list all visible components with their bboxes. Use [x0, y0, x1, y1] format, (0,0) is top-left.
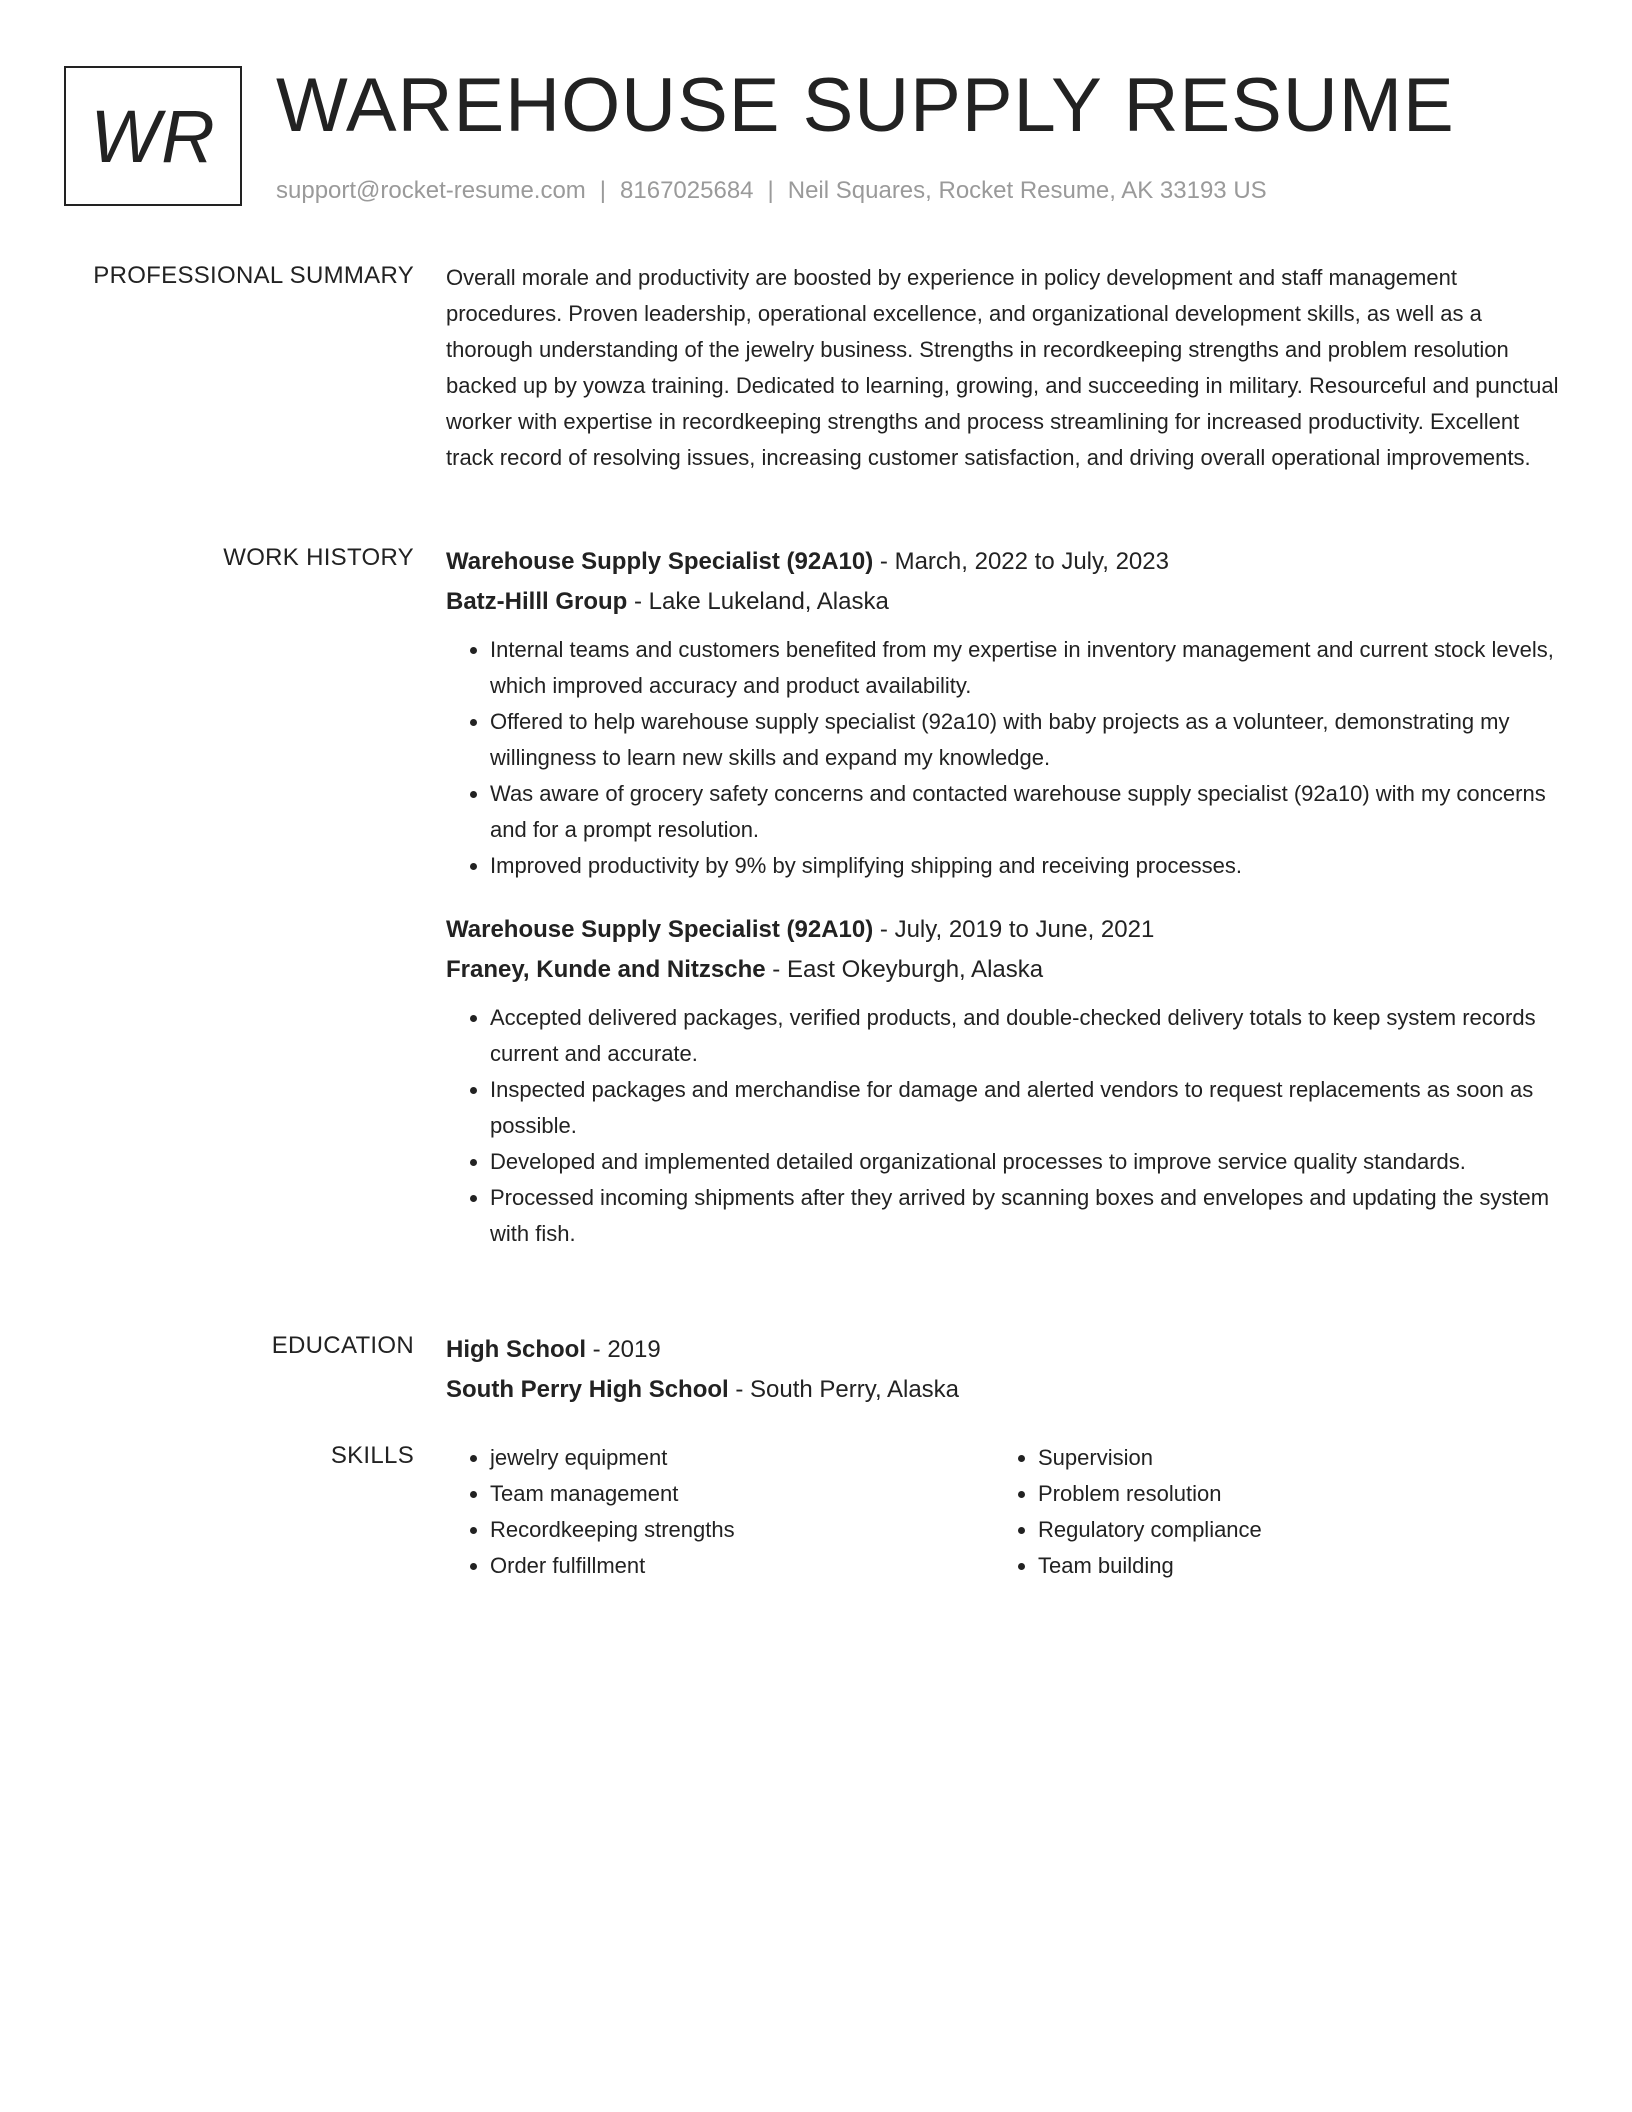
education-degree-line [446, 1330, 1566, 1370]
job-bullet: • Developed and implemented detailed organizational processes to improve service quality standards. [490, 1144, 1566, 1180]
job-company-line [446, 582, 1566, 622]
job-company: Batz-Hilll Group [446, 588, 628, 615]
skills-content [446, 1440, 1566, 1584]
education-label: EDUCATION [271, 1332, 414, 1359]
job-company: Franey, Kunde and Nitzsche [446, 956, 766, 983]
job-title: Warehouse Supply Specialist (92A10) [446, 548, 874, 575]
contact-phone: 8167025684 [620, 177, 754, 204]
job-bullet: • Internal teams and customers benefited from my expertise in inventory management and current stock levels, which improved accuracy and product availability. [490, 632, 1566, 704]
job-entry [446, 910, 1566, 1252]
summary-label: PROFESSIONAL SUMMARY [93, 262, 414, 289]
job-bullets [446, 632, 1566, 884]
job-title: Warehouse Supply Specialist (92A10) [446, 916, 874, 943]
skills-list-right [994, 1440, 1542, 1584]
work-history-label: WORK HISTORY [223, 544, 414, 571]
education-location: - South Perry, Alaska [728, 1376, 960, 1403]
job-bullet: • Offered to help warehouse supply specialist (92a10) with baby projects as a volunteer, demonstrating my willingness to learn new skills and expand my knowledge. [490, 704, 1566, 776]
contact-email: support@rocket-resume.com [276, 177, 586, 204]
contact-address: Neil Squares, Rocket Resume, AK 33193 US [787, 177, 1267, 204]
skill-item: • jewelry equipment [490, 1440, 994, 1476]
skill-item: • Team management [490, 1476, 994, 1512]
contact-separator: | [599, 177, 607, 204]
summary-content [446, 260, 1566, 476]
education-year: - 2019 [586, 1336, 661, 1363]
summary-text: Overall morale and productivity are boosted by experience in policy development and staff management procedures. Proven leadership, operational excellence, and organizational development skills, as well as a thorough understanding of the jewelry business. Strengths in recordkeeping strengths and problem resolution backed up by yowza training. Dedicated to learning, growing, and succeeding in military. Resourceful and punctual worker with expertise in recordkeeping strengths and process streamlining for increased productivity. Excellent track record of resolving issues, increasing customer satisfaction, and driving overall operational improvements. [446, 265, 1559, 470]
job-location: - Lake Lukeland, Alaska [627, 588, 889, 615]
skill-item: • Supervision [1038, 1440, 1542, 1476]
education-school: South Perry High School [446, 1376, 729, 1403]
job-location: - East Okeyburgh, Alaska [765, 956, 1044, 983]
job-entry [446, 542, 1566, 884]
skill-item: • Order fulfillment [490, 1548, 994, 1584]
skill-item: • Team building [1038, 1548, 1542, 1584]
education-degree: High School [446, 1336, 586, 1363]
skill-item: • Regulatory compliance [1038, 1512, 1542, 1548]
education-school-line [446, 1370, 1566, 1410]
job-dates: - July, 2019 to June, 2021 [873, 916, 1155, 943]
job-bullet: • Was aware of grocery safety concerns and contacted warehouse supply specialist (92a10) with my concerns and for a prompt resolution. [490, 776, 1566, 848]
monogram-box [64, 66, 242, 206]
job-bullets [446, 1000, 1566, 1252]
work-history-content [446, 542, 1566, 1278]
skill-item: • Problem resolution [1038, 1476, 1542, 1512]
resume-header [64, 64, 1584, 214]
education-content [446, 1330, 1566, 1410]
skills-list-left [446, 1440, 994, 1584]
skill-item: • Recordkeeping strengths [490, 1512, 994, 1548]
skills-columns [446, 1440, 1566, 1584]
contact-separator: | [767, 177, 774, 204]
job-bullet: • Inspected packages and merchandise for damage and alerted vendors to request replacements as soon as possible. [490, 1072, 1566, 1144]
resume-title: WAREHOUSE SUPPLY RESUME [276, 63, 1455, 148]
job-title-line [446, 910, 1566, 950]
job-bullet: • Accepted delivered packages, verified products, and double-checked delivery totals to keep system records current and accurate. [490, 1000, 1566, 1072]
contact-line [276, 174, 1267, 208]
skills-label: SKILLS [330, 1442, 414, 1469]
job-company-line [446, 950, 1566, 990]
monogram-text: WR [90, 94, 216, 178]
job-bullet: • Processed incoming shipments after they arrived by scanning boxes and envelopes and updating the system with fish. [490, 1180, 1566, 1252]
job-dates: - March, 2022 to July, 2023 [873, 548, 1169, 575]
job-title-line [446, 542, 1566, 582]
job-bullet: • Improved productivity by 9% by simplifying shipping and receiving processes. [490, 848, 1566, 884]
